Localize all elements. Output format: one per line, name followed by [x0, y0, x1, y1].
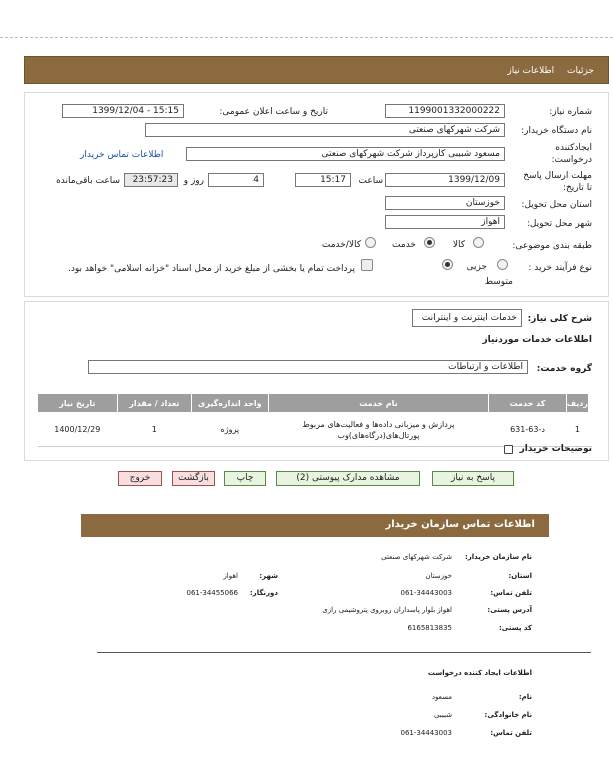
- category-service-label: خدمت: [392, 240, 416, 250]
- service-group-field: اطلاعات و ارتباطات: [88, 360, 528, 374]
- table-row: [38, 413, 589, 447]
- col-code: کد خدمت: [489, 394, 566, 413]
- city-field: اهواز: [385, 215, 505, 229]
- process-medium-label: متوسط: [484, 277, 513, 287]
- creator-phone-label: تلفن تماس:: [490, 729, 532, 737]
- contact-address-label: آدرس پستی:: [487, 606, 532, 614]
- need-number-field: 1199001332000222: [385, 104, 505, 118]
- buyer-notes-checkbox[interactable]: [504, 445, 513, 454]
- last-name-label: نام خانوادگی:: [484, 711, 532, 719]
- days-field: 4: [208, 173, 264, 187]
- deadline-label: مهلت ارسال پاسخ تا تاریخ:: [523, 171, 592, 193]
- days-label: روز و: [183, 176, 204, 186]
- first-name-label: نام:: [518, 693, 532, 701]
- top-divider: [0, 37, 613, 38]
- category-goods-service-radio[interactable]: [365, 237, 376, 248]
- time-label: ساعت: [358, 176, 383, 186]
- process-medium-radio[interactable]: [442, 259, 453, 270]
- buyer-contact-link[interactable]: اطلاعات تماس خریدار: [80, 150, 164, 160]
- contact-fax-value: 061-34455066: [186, 589, 238, 597]
- tab-need-info[interactable]: اطلاعات نیاز: [507, 66, 555, 76]
- summary-title-field: خدمات اینترنت و اینترانت: [412, 309, 522, 327]
- treasury-payment-checkbox[interactable]: [361, 259, 373, 271]
- buyer-label: نام دستگاه خریدار:: [521, 126, 592, 136]
- services-heading: اطلاعات خدمات موردنیاز: [482, 335, 592, 345]
- category-goods-label: کالا: [452, 240, 465, 250]
- treasury-payment-note: پرداخت تمام یا بخشی از مبلغ خرید از محل اسناد "خزانه اسلامی" خواهد بود.: [68, 264, 355, 274]
- contact-phone-value: 061-34443003: [400, 589, 452, 597]
- creator-phone-value: 061-34443003: [400, 729, 452, 737]
- contact-province-label: استان:: [508, 572, 532, 580]
- category-goods-radio[interactable]: [473, 237, 484, 248]
- province-field: خوزستان: [385, 196, 505, 210]
- process-partial-label: جزیی: [466, 262, 487, 272]
- contact-divider: [97, 652, 591, 653]
- process-partial-radio[interactable]: [497, 259, 508, 270]
- back-button[interactable]: بازگشت: [172, 471, 215, 486]
- service-group-label: گروه خدمت:: [536, 364, 592, 374]
- contact-province-value: خوزستان: [425, 572, 452, 580]
- col-name: نام خدمت: [268, 394, 489, 413]
- reply-button[interactable]: پاسخ به نیاز: [432, 471, 514, 486]
- remaining-label: ساعت باقی‌مانده: [56, 176, 120, 186]
- province-label: استان محل تحویل:: [521, 200, 592, 210]
- announce-field: 1399/12/04 - 15:15: [62, 104, 184, 118]
- org-label: نام سازمان خریدار:: [464, 553, 532, 561]
- city-label: شهر محل تحویل:: [526, 219, 592, 229]
- col-date: تاریخ نیاز: [38, 394, 118, 413]
- row-code: د-63-631: [489, 413, 566, 447]
- col-unit: واحد اندازه‌گیری: [192, 394, 269, 413]
- remaining-time-field: 23:57:23: [124, 173, 178, 187]
- tab-details[interactable]: جزئیات: [567, 66, 594, 76]
- row-date: 1400/12/29: [38, 413, 118, 447]
- col-index: ردیف: [566, 394, 588, 413]
- announce-label: تاریخ و ساعت اعلان عمومی:: [219, 107, 328, 117]
- contact-fax-label: دورنگار:: [249, 589, 278, 597]
- exit-button[interactable]: خروج: [118, 471, 162, 486]
- summary-title-label: شرح کلی نیاز:: [527, 314, 592, 324]
- contact-postal-label: کد پستی:: [498, 624, 532, 632]
- row-unit: پروژه: [192, 413, 269, 447]
- print-button[interactable]: چاپ: [224, 471, 266, 486]
- deadline-date-field: 1399/12/09: [385, 173, 505, 187]
- creator-label: ایجادکننده درخواست:: [551, 143, 592, 165]
- contact-address-value: اهواز بلوار پاسداران روبروی پتروشیمی رازی: [322, 606, 452, 614]
- last-name-value: شبیبی: [433, 711, 452, 719]
- view-attachments-button[interactable]: مشاهده مدارک پیوستی (2): [276, 471, 420, 486]
- contact-phone-label: تلفن تماس:: [490, 589, 532, 597]
- deadline-time-field: 15:17: [295, 173, 351, 187]
- org-value: شرکت شهرکهای صنعتی: [381, 553, 452, 561]
- col-qty: تعداد / مقدار: [117, 394, 191, 413]
- creator-heading: اطلاعات ایجاد کننده درخواست: [427, 669, 532, 677]
- row-name: پردازش و میزبانی داده‌ها و فعالیت‌های مربوط پورتال‌های(درگاه‌های)وب: [268, 413, 489, 447]
- buyer-notes-label: توضیحات خریدار: [519, 444, 592, 454]
- category-service-radio[interactable]: [424, 237, 435, 248]
- page-header: [24, 56, 609, 84]
- category-label: طبقه بندی موضوعی:: [512, 241, 592, 251]
- contact-postal-value: 6165813835: [407, 624, 452, 632]
- need-number-label: شماره نیاز:: [549, 107, 592, 117]
- process-label: نوع فرآیند خرید :: [528, 263, 592, 273]
- creator-field: مسعود شبیبی کارپرداز شرکت شهرکهای صنعتی: [186, 147, 505, 161]
- row-qty: 1: [117, 413, 191, 447]
- contact-city-label: شهر:: [259, 572, 278, 580]
- first-name-value: مسعود: [431, 693, 452, 701]
- row-index: 1: [566, 413, 588, 447]
- contact-header: [81, 514, 549, 537]
- contact-title: اطلاعات تماس سازمان خریدار: [385, 519, 535, 530]
- buyer-field: شرکت شهرکهای صنعتی: [145, 123, 505, 137]
- category-goods-service-label: کالا/خدمت: [321, 240, 361, 250]
- contact-city-value: اهواز: [223, 572, 238, 580]
- services-table: [37, 393, 589, 447]
